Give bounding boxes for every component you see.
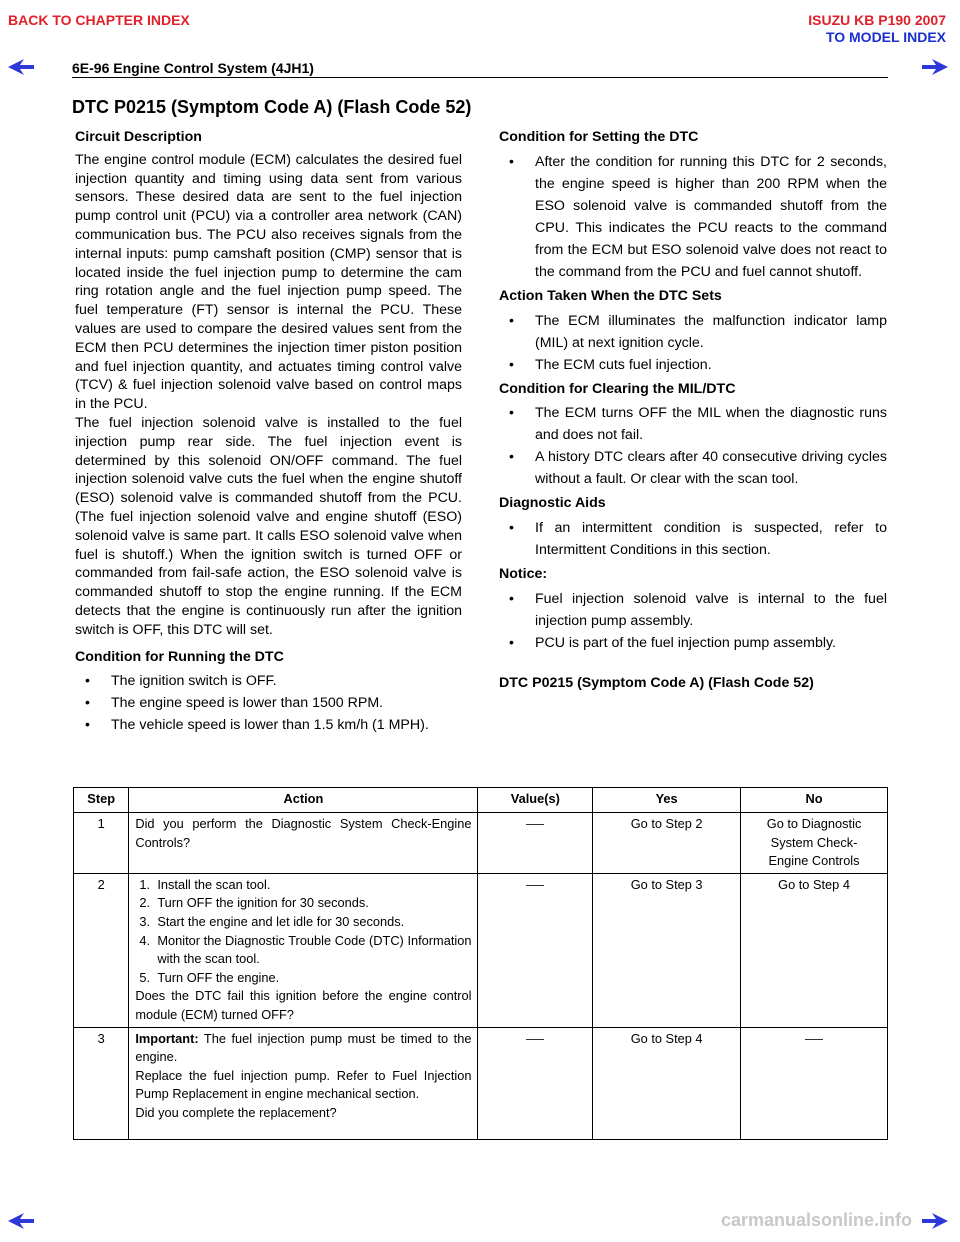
page-title: DTC P0215 (Symptom Code A) (Flash Code 52) [72,97,472,117]
list-item: • If an intermittent condition is suspected, refer to Intermittent Conditions in this section. [499,517,887,561]
table-row [74,873,888,1027]
list-item: 5. Turn OFF the engine. [139,969,280,985]
step-values [478,1027,593,1139]
diagnostic-aids-heading: Diagnostic Aids [499,495,606,512]
list-item: • The ignition switch is OFF. [75,670,462,692]
step-yes-link[interactable]: Go to Step 2 [593,813,741,874]
empty-value-dash [526,824,544,825]
table-header-row [74,788,888,813]
step-number: 1 [74,813,129,874]
clearing-conditions-list [499,402,887,490]
list-item: • The engine speed is lower than 1500 RPM. [75,692,462,714]
list-item: • After the condition for running this DTC for 2 seconds, the engine speed is higher than 200 RPM when the ESO solenoid valve is commanded shutoff from the CPU. This indicates the PCU reacts to the command from the ECM but ESO solenoid valve does not react to the command from the PCU and fuel cannot shutoff. [499,151,887,283]
column-header-no: No [741,788,888,813]
circuit-description-paragraph-1: The engine control module (ECM) calculates the desired fuel injection quantity and timing using data sent from various sensors. These desired data are sent to the fuel injection pump control unit (PCU) via a controller area network (CAN) communication bus. The PCU also receives signals from the internal inputs: pump camshaft position (CMP) sensor that is located inside the fuel injection pump to determine the cam ring rotation angle and the fuel injection pump speed. The fuel temperature (FT) sensor is internal the PCU. These values are used to compare the desired values sent from the ECM then PCU determines the injection timer piston position and fuel injection quantity, and actuates timing control valve (TCV) & fuel injection solenoid valve based on control maps in the PCU. [75,151,462,413]
list-item: • The ECM turns OFF the MIL when the diagnostic runs and does not fail. [499,402,887,446]
next-page-arrow-icon[interactable] [920,58,950,76]
column-header-yes: Yes [593,788,741,813]
step-no-link[interactable]: Go to Step 4 [741,873,888,1027]
empty-value-dash [526,1039,544,1040]
action-taken-list [499,310,887,376]
to-model-index-link[interactable]: TO MODEL INDEX [825,29,946,45]
watermark: carmanualsonline.info [720,1210,912,1230]
list-item: • PCU is part of the fuel injection pump assembly. [499,632,887,654]
previous-page-arrow-icon[interactable] [6,58,36,76]
running-conditions-list [75,670,462,736]
important-note: Important: The fuel injection pump must be timed to the engine. [135,1030,472,1065]
column-header-action: Action [129,788,478,813]
column-header-values: Value(s) [478,788,593,813]
notice-list [499,588,887,654]
step-no [741,1027,888,1139]
setting-conditions-heading: Condition for Setting the DTC [499,129,699,145]
setting-conditions-list [499,151,887,283]
circuit-description-paragraph-2: The fuel injection solenoid valve is installed to the fuel injection pump rear side. The fuel injection event is determined by this solenoid ON/OFF command. The fuel injection solenoid valve cuts the fuel when the engine shutoff (ESO) solenoid valve is commanded shutoff from the PCU. (The fuel injection solenoid valve and engine shutoff (ESO) solenoid valve is same part. It calls ESO solenoid valve when fuel is shutoff.) When the ignition switch is turned OFF or commanded from fail-safe action, the ESO solenoid valve is commanded shutoff to stop the engine running. If the ECM detects that the engine is continuously run after the ignition switch is OFF, this DTC will set. [75,414,462,638]
substep-list [135,876,471,988]
back-to-chapter-index-link[interactable]: BACK TO CHAPTER INDEX [8,12,190,28]
empty-value-dash [805,1039,823,1040]
table-row [74,1027,888,1139]
step-number: 2 [74,873,129,1027]
model-title-link[interactable]: ISUZU KB P190 2007 [808,12,946,28]
step-body: Replace the fuel injection pump. Refer to Fuel Injection Pump Replacement in engine mechanical section. [135,1067,472,1102]
step-values [478,813,593,874]
circuit-description-heading: Circuit Description [75,129,202,145]
step-number: 3 [74,1027,129,1139]
no-line: Engine Controls [768,853,860,869]
page-header-title: 6E-96 Engine Control System (4JH1) [72,60,314,76]
no-line: System Check- [770,834,858,850]
list-item: • A history DTC clears after 40 consecutive driving cycles without a fault. Or clear with the scan tool. [499,446,887,490]
no-line: Go to Diagnostic [766,816,862,831]
step-question: Does the DTC fail this ignition before the engine control module (ECM) turned OFF? [135,988,472,1022]
table-title: DTC P0215 (Symptom Code A) (Flash Code 52) [499,674,814,691]
list-item: 1. Install the scan tool. [139,876,271,892]
list-item: 3. Start the engine and let idle for 30 seconds. [139,913,405,929]
previous-page-arrow-icon[interactable] [6,1212,36,1230]
clearing-conditions-heading: Condition for Clearing the MIL/DTC [499,380,736,397]
diagnostic-aids-list [499,517,887,561]
empty-value-dash [526,885,544,886]
list-item: • The ECM cuts fuel injection. [499,354,887,376]
table-row [74,813,888,874]
step-action [129,873,478,1027]
list-item: • The vehicle speed is lower than 1.5 km/h (1 MPH). [75,714,462,736]
step-action [129,1027,478,1139]
step-yes-link[interactable]: Go to Step 4 [593,1027,741,1139]
column-header-step: Step [74,788,129,813]
list-item: 4. Monitor the Diagnostic Trouble Code (DTC) Information with the scan tool. [139,932,472,967]
running-conditions-heading: Condition for Running the DTC [75,648,284,665]
list-item: • Fuel injection solenoid valve is internal to the fuel injection pump assembly. [499,588,887,632]
next-page-arrow-icon[interactable] [920,1212,950,1230]
list-item: 2. Turn OFF the ignition for 30 seconds. [139,895,369,911]
step-yes-link[interactable]: Go to Step 3 [593,873,741,1027]
right-column [499,128,887,697]
step-values [478,873,593,1027]
list-item: • The ECM illuminates the malfunction indicator lamp (MIL) at next ignition cycle. [499,310,887,354]
step-no-link[interactable] [741,813,888,874]
notice-heading: Notice: [499,566,548,583]
diagnostic-table [73,787,888,1140]
action-taken-heading: Action Taken When the DTC Sets [499,287,722,304]
left-column [75,128,462,736]
step-question: Did you complete the replacement? [135,1104,337,1120]
header-divider [72,77,888,78]
step-action: Did you perform the Diagnostic System Check-Engine Controls? [129,813,478,874]
